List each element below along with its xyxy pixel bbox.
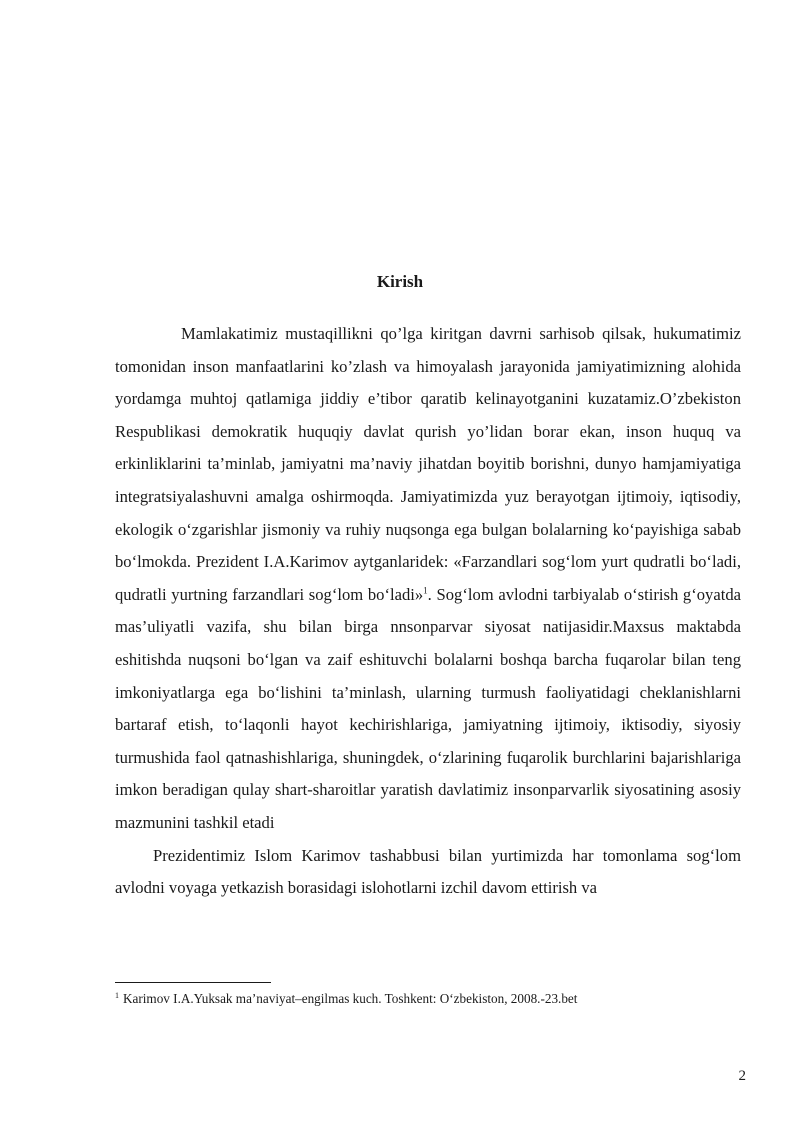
- footnote-mark: 1: [115, 990, 119, 1000]
- section-heading: Kirish: [376, 272, 424, 291]
- footnote: [115, 990, 755, 1008]
- paragraph-second: Prezidentimiz Islom Karimov tashabbusi bilan yurtimizda har tomonlama sog‘lom avlodni voyaga yetkazish borasidagi islohotlarni izchil davom ettirish va: [115, 845, 741, 898]
- footnote-reference[interactable]: 1: [423, 585, 428, 596]
- paragraph-intro-part1: Mamlakatimiz mustaqillikni qo’lga kiritgan davrni sarhisob qilsak, hukumatimiz tomonidan inson manfaatlarini ko’zlash va himoyalash jarayonida jamiyatimizning alohida yordamga muhtoj qatlamiga jiddiy e’tibor qaratib kelinayotganini kuzatamiz.O’zbekiston Respublikasi demokratik huquqiy davlat qurish yo’lidan borar ekan, inson huquq va erkinliklarini ta’minlab, jamiyatni ma’naviy jihatdan boyitib borishni, dunyo hamjamiyatiga integratsiyalashuvni amalga oshirmoqda. Jamiyatimizda yuz berayotgan ijtimoiy, iqtisodiy, ekologik o‘zgarishlar jismoniy va ruhiy nuqsonga ega bulgan bolalarning ko‘payishiga sabab bo‘lmokda. Prezident I.A.Karimov aytganlaridek: «Farzandlari sog‘lom yurt qudratli bo‘ladi, qudratli yurtning farzandlari sog‘lom bo‘ladi»: [115, 324, 741, 604]
- footnote-text: Karimov I.A.Yuksak ma’naviyat–engilmas kuch. Toshkent: O‘zbekiston, 2008.-23.bet: [123, 991, 578, 1006]
- footnote-divider: [115, 982, 271, 983]
- body-text: [115, 318, 741, 905]
- paragraph-intro-part2: . Sog‘lom avlodni tarbiyalab o‘stirish g‘oyatda mas’uliyatli vazifa, shu bilan birga nnsonparvar siyosat natijasidir.Maxsus maktabda eshitishda nuqsoni bo‘lgan va zaif eshituvchi bolalarni boshqa barcha fuqarolar bilan teng imkoniyatlarga ega bo‘lishini ta’minlash, ularning turmush faoliyatidagi cheklanishlarni bartaraf etish, to‘laqonli hayot kechirishlariga, jamiyatning ijtimoiy, iktisodiy, siyosiy turmushida faol qatnashishlariga, shuningdek, o‘zlarining fuqarolik burchlarini bajarishlariga imkon beradigan qulay shart-sharoitlar yaratish davlatimiz insonparvarlik siyosatining asosiy mazmunini tashkil etadi: [115, 584, 741, 832]
- paragraph-intro: [115, 318, 741, 840]
- page-number: 2: [738, 1068, 746, 1084]
